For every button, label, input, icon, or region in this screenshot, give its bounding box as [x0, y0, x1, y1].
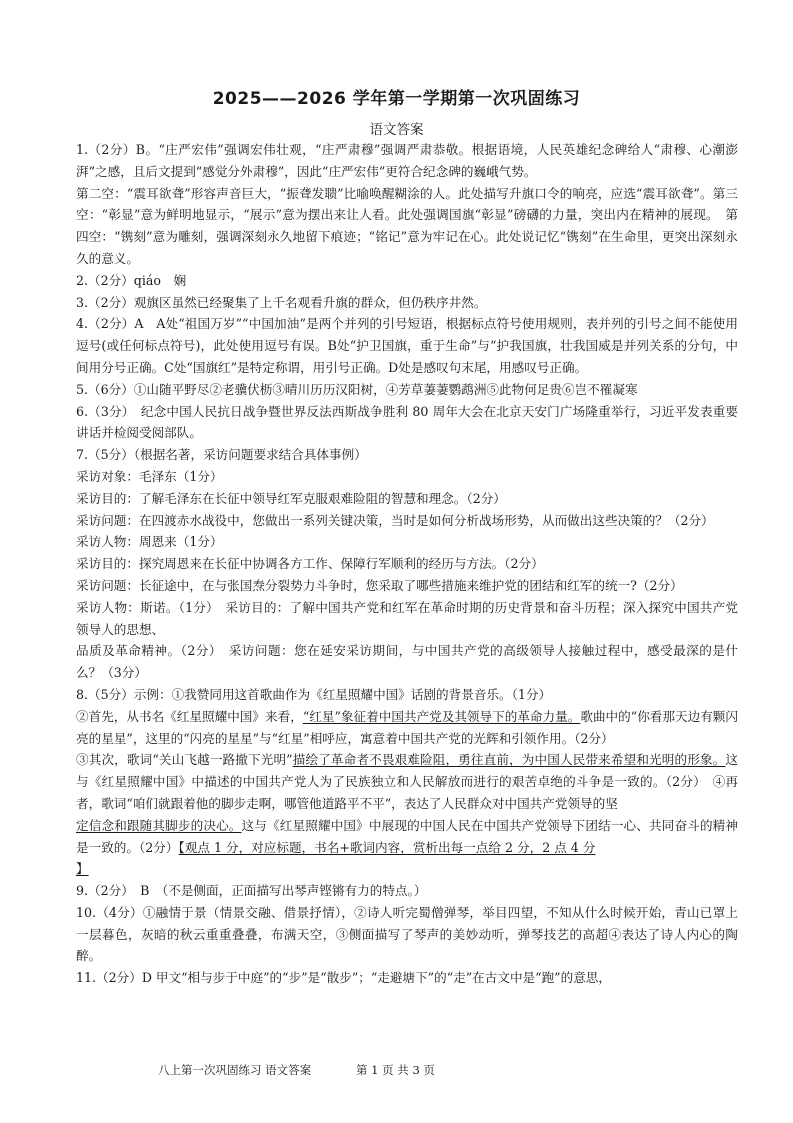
answer-8-text: 这与《红星照耀中国》中展现的中国人民在中国共产党领导下团结一心、共同奋斗的精神是一致的。（2分）: [76, 817, 739, 855]
answer-7-line-4: 采访人物：周恩来（1分）: [76, 534, 223, 550]
answer-7-line-3: 采访问题：在四渡赤水战役中，您做出一系列关键决策，当时是如何分析战场形势，从而做出这些决策的？（2分）: [76, 512, 714, 528]
footer-doc-name: 八上第一次巩固练习 语文答案: [158, 1063, 312, 1077]
answer-8-underlined-text: 定信念和跟随其脚步的决心。: [76, 817, 242, 833]
answer-7-line-5: 采访目的：探究周恩来在长征中协调各方工作、保障行军顺利的经历与方法。（2分）: [76, 556, 544, 572]
answer-7-line-2: 采访目的：了解毛泽东在长征中领导红军克服艰难险阻的智慧和理念。（2分）: [76, 490, 506, 506]
answer-8-scoring-note: 【观点 1 分，对应标题，书名+歌词内容，赏析出每一点给 2 分，2 点 4 分: [178, 839, 596, 855]
answer-8-underlined-text: 光明的形象。: [649, 752, 726, 768]
answer-7-line-6: 采访问题：长征途中，在与张国焘分裂势力斗争时，您采取了哪些措施来维护党的团结和红军的统一?（2分）: [76, 577, 683, 593]
answer-5: 5.（6分）①山随平野尽②老骥伏枥③晴川历历汉阳树，④芳草萋萋鹦鹉洲⑤此物何足贵⑥岂不罹凝寒: [76, 381, 638, 397]
answer-2: 2.（2分）qiáo 娴: [76, 272, 187, 288]
document-title: 2025——2026 学年第一学期第一次巩固练习: [212, 89, 581, 109]
footer-page-number: 第 1 页 共 3 页: [356, 1063, 435, 1077]
answer-8-line-2: [76, 706, 738, 750]
answer-7-header: 7.（5分）（根据名著，采访问题要求结合具体事例）: [76, 447, 367, 463]
answer-body: [76, 139, 738, 989]
answer-6: 6.（3分） 纪念中国人民抗日战争暨世界反法西斯战争胜利 80 周年大会在北京天安门广场隆重举行，习近平发表重要讲话并检阅受阅部队。: [76, 403, 738, 441]
answer-8-line-4: [76, 815, 738, 859]
answer-8-text: 歌曲中的“你看那天边有颗闪亮的星星”，这里的“闪亮的星星”与“红星”相呼应，寓意着中国共产党的光辉和引领作用。（2分）: [76, 708, 738, 746]
answer-8-text: ③其次，歌词“关山飞越一路撤下光明”: [76, 752, 293, 768]
answer-1-part-2: 第二空：“震耳欲聋”形容声音巨大，“振聋发聩”比喻唤醒糊涂的人。此处描写升旗口令的响亮，应选“震耳欲聋”。第三空：“彰显”意为鲜明地显示，“展示”意为摆出来让人看。此处强调国旗“彰显”磅礴的力量，突出内在精神的展现。 第四空：“镌刻”意为雕刻，强调深刻永久地留下痕迹；“铭记”意为牢记在心。此处说记忆“镌刻”在生命里，更突出深刻永久的意义。: [76, 185, 738, 266]
answer-8-text: ②首先，从书名《红星照耀中国》来看，: [76, 708, 303, 724]
answer-8-line-1: 8.（5分）示例：①我赞同用这首歌曲作为《红星照耀中国》话剧的背景音乐。（1分）: [76, 686, 552, 702]
answer-3: 3.（2分）观旗区虽然已经聚集了上千名观看升旗的群众，但仍秩序井然。: [76, 294, 487, 310]
answer-9: 9.（2分） B （不是侧面，正面描写出琴声铿锵有力的特点。）: [76, 883, 427, 899]
answer-8-scoring-note-end: 】: [76, 861, 89, 877]
answer-8-underlined-text: “红星”象征着中国共产党及其领导下的革命力量。: [302, 708, 581, 724]
answer-11: 11.（2分）D 甲文“相与步于中庭”的“步”是“散步”；“走避塘下”的“走”在古文中是“跑”的意思，: [76, 970, 611, 986]
answer-7-line-8: 品质及革命精神。（2分） 采访问题：您在延安采访期间，与中国共产党的高级领导人接触过程中，感受最深的是什么？（3分）: [76, 643, 738, 681]
answer-10: 10.（4分）①融情于景（情景交融、借景抒情），②诗人听完蜀僧弹琴，举目四望，不知从什么时候开始，青山已罩上一层暮色，灰暗的秋云重重叠叠，布满天空，③侧面描写了琴声的美妙动听，弹琴技艺的高超④表达了诗人内心的陶醉。: [76, 904, 738, 964]
answer-8-line-5: [76, 858, 738, 880]
answer-4: 4.（2分）A A处“祖国万岁”“中国加油”是两个并列的引号短语，根据标点符号使用规则，表并列的引号之间不能使用逗号(或任何标点符号)，此处使用逗号有误。B处“护卫国旗，重于生命”与“护我国旗，壮我国威是并列关系的分句，中间用分号正确。C处“国旗红”是特定称谓，用引号正确。D处是感叹句末尾，用感叹号正确。: [76, 316, 738, 375]
answer-8-underlined-text: 为中国人民带来希望和: [521, 752, 650, 768]
answer-7-line-7: 采访人物：斯诺。（1分） 采访目的：了解中国共产党和红军在革命时期的历史背景和奋斗历程；深入探究中国共产党领导人的思想、: [76, 599, 738, 637]
document-subtitle: 语文答案: [369, 122, 424, 138]
answer-7-line-1: 采访对象：毛泽东（1分）: [76, 468, 223, 484]
answer-8-text: 这与《红星照耀中国》中描述的中国共产党人为了民族独立和人民解放而进行的艰苦卓绝的斗争是一致的。（2分） ④再者，歌词“咱们就跟着他的脚步走啊，哪管他道路平不平”，表达了人民群众对中国共产党领导的坚: [76, 752, 739, 811]
answer-8-underlined-text: 描绘了革命者不畏艰难险阻，勇往直前，: [292, 752, 522, 768]
answer-1-part-1: 1.（2分）B。“庄严宏伟”强调宏伟壮观，“庄严肃穆”强调严肃恭敬。根据语境，人民英雄纪念碑给人“肃穆、心潮澎湃”之感，且后文提到“感觉分外肃穆”，因此“庄严宏伟”更符合纪念碑的巍峨气势。: [76, 142, 738, 179]
answer-8-line-3: [76, 749, 738, 814]
